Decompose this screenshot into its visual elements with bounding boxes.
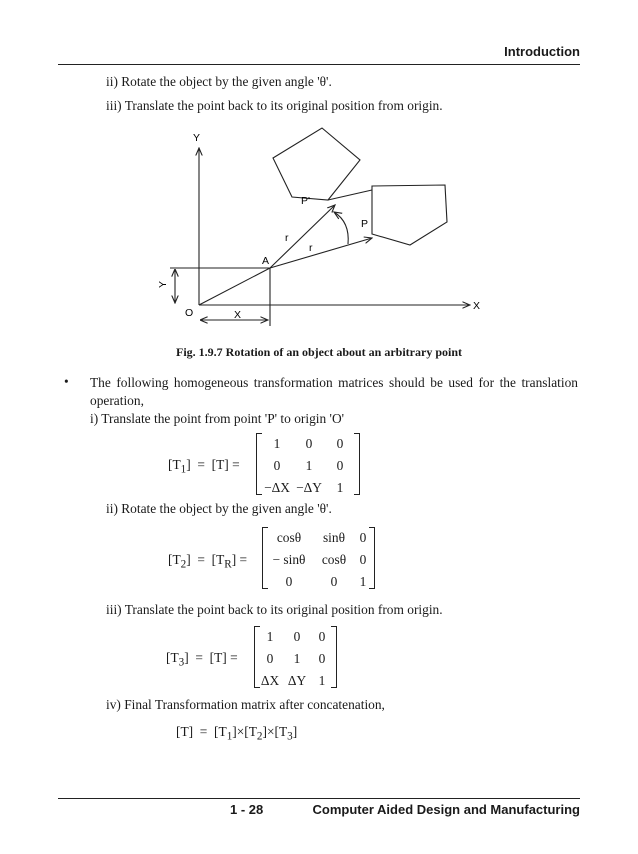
equation-t3-lhs: $[T_3] = [T]$ = [166,650,238,669]
m1-21: 0 [273,458,281,473]
m3-13: 0 [318,629,326,644]
point-p-label: P [361,218,369,230]
m2-22: cosθ [321,552,347,567]
m1-32: −ΔY [296,480,322,495]
m3-32: ΔY [287,673,307,688]
m2-23: 0 [359,552,367,567]
rotation-arc [334,212,348,244]
line-o-a [199,268,270,305]
m2-21: − sinθ [272,552,306,567]
y-axis-label: Y [193,132,201,144]
original-object [372,185,447,245]
final-equation: $[T] = [T_1]\times[T_2]\times[T_3]$ [176,724,298,743]
bullet-paragraph: The following homogeneous transformation matrices should be used for the translation operation, [90,375,578,408]
m1-31: −ΔX [264,480,290,495]
matrix-t1 [262,436,354,496]
m2-11: cosθ [276,530,302,545]
equation-t2-lhs: $[T_2] = [T_R]$ = [168,552,248,571]
matrix-t3-right-bracket [331,626,337,688]
m2-31: 0 [285,574,293,589]
page-number: 1 - 28 [230,802,264,817]
radius-label-1: r [285,232,289,244]
m3-31: ΔX [260,673,280,688]
m3-33: 1 [318,673,326,688]
step-rotate: ii) Rotate the object by the given angle 'θ'. [106,501,332,516]
point-a-label: A [262,255,270,267]
step-translate-to-origin: i) Translate the point from point 'P' to origin 'O' [90,411,345,426]
m2-32: 0 [330,574,338,589]
m1-12: 0 [305,436,313,451]
matrix-t2-right-bracket [369,527,375,589]
step-translate-back: iii) Translate the point back to its original position from origin. [106,602,443,617]
rotation-figure [0,0,638,340]
m1-33: 1 [336,480,344,495]
running-header: Introduction [504,44,580,59]
step-rotate-top: ii) Rotate the object by the given angle 'θ'. [106,74,332,89]
book-title: Computer Aided Design and Manufacturing [312,802,580,817]
point-p-prime-label: P' [301,195,311,207]
y-distance-label: Y [157,280,169,288]
m2-33: 1 [359,574,367,589]
matrix-t3 [258,629,332,689]
matrix-t1-right-bracket [354,433,360,495]
figure-caption: Fig. 1.9.7 Rotation of an object about an arbitrary point [176,345,462,359]
matrix-t2 [266,530,370,590]
m1-13: 0 [336,436,344,451]
m1-23: 0 [336,458,344,473]
rotated-object [273,128,360,200]
footer-rule [58,798,580,799]
step-final-concatenation: iv) Final Transformation matrix after concatenation, [106,697,385,712]
m3-11: 1 [266,629,274,644]
m2-13: 0 [359,530,367,545]
m1-22: 1 [305,458,313,473]
radius-label-2: r [309,242,313,254]
origin-label: O [185,307,194,319]
bullet-dot: • [64,374,69,389]
m3-12: 0 [293,629,301,644]
x-axis-label: X [473,300,481,312]
equation-t1-lhs: $[T_1] = [T]$ = [168,457,240,476]
m3-21: 0 [266,651,274,666]
step-translate-back-top: iii) Translate the point back to its original position from origin. [106,98,443,113]
x-distance-label: X [234,309,242,321]
m3-22: 1 [293,651,301,666]
m1-11: 1 [273,436,281,451]
m3-23: 0 [318,651,326,666]
m2-12: sinθ [322,530,346,545]
